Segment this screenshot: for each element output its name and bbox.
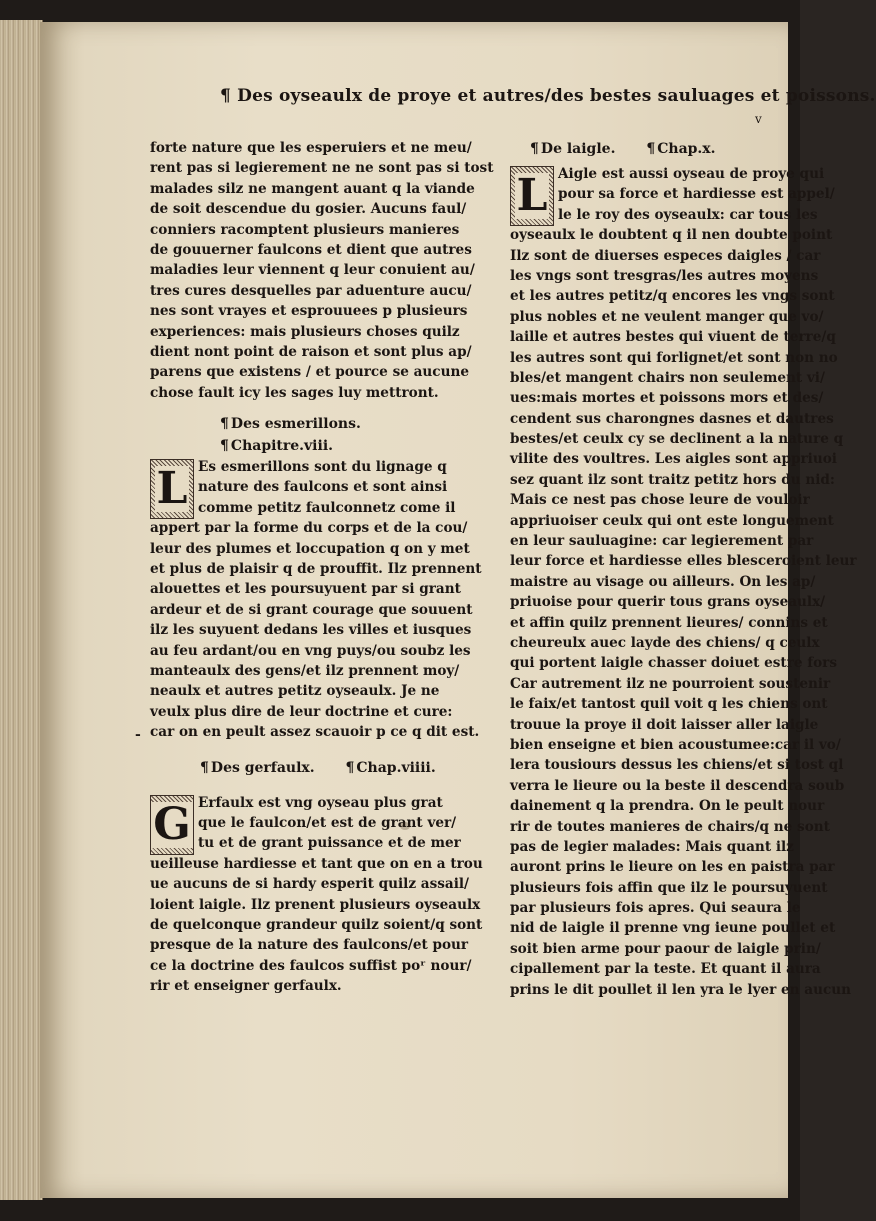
text-line: le le roy des oyseaulx: car tous les — [558, 206, 818, 223]
text-line: dainement q la prendra. On le peult nour — [510, 798, 825, 815]
text-line: ardeur et de si grant courage que souuent — [150, 601, 473, 618]
pilcrow-icon: ¶ — [220, 438, 229, 455]
text-line: cheureulx auec layde des chiens/ q ceulx — [510, 634, 820, 651]
text-line: le faix/et tantost quil voit q les chiens ont — [510, 696, 828, 713]
text-line: Ilz sont de diuerses especes daigles / car — [510, 247, 821, 264]
left-intro-text — [150, 138, 494, 403]
paragraph-lines — [510, 225, 857, 1000]
text-line: malades silz ne mangent auant q la viande — [150, 180, 475, 197]
text-line: ue aucuns de si hardy esperit quilz assail/ — [150, 876, 469, 893]
book-page — [40, 22, 876, 1198]
text-line: cipallement par la teste. Et quant il aura — [510, 961, 821, 978]
text-line: oyseaulx le doubtent q il nen doubte point — [510, 227, 833, 244]
text-line: veulx plus dire de leur doctrine et cure: — [150, 703, 453, 720]
section-heading-gerfaulx: ¶ Des gerfaulx. ¶ Chap.viiii. — [200, 759, 436, 776]
text-line: maladies leur viennent q leur conuient au/ — [150, 262, 475, 279]
text-line: comme petitz faulconnetz come il — [198, 499, 456, 516]
text-line: en leur sauluagine: car legierement par — [510, 533, 814, 550]
text-line: par plusieurs fois apres. Qui seaura le — [510, 900, 801, 917]
text-line: et plus de plaisir q de prouffit. Ilz prennent — [150, 561, 482, 578]
text-line: Es esmerillons sont du lignage q — [198, 459, 447, 476]
text-line: rir et enseigner gerfaulx. — [150, 978, 342, 995]
paragraph-lines — [150, 854, 483, 997]
text-line: nid de laigle il prenne vng ieune poullet et — [510, 920, 836, 937]
text-line: qui portent laigle chasser doiuet estre fors — [510, 655, 837, 672]
text-line: conniers racomptent plusieurs manieres — [150, 221, 460, 238]
paper-smudge — [400, 822, 410, 830]
text-line: verra le lieure ou la beste il descendra soub — [510, 777, 845, 794]
text-line: pour sa force et hardiesse est appel/ — [558, 186, 835, 203]
text-line: ues:mais mortes et poissons mors et des/ — [510, 390, 824, 407]
text-line: sez quant ilz sont traitz petitz hors du nid: — [510, 471, 835, 488]
text-line: trouue la proye il doit laisser aller laigle — [510, 716, 819, 733]
pilcrow-icon: ¶ — [220, 416, 229, 433]
text-line: Erfaulx est vng oyseau plus grat — [198, 794, 443, 811]
decorated-initial: L — [150, 459, 194, 519]
text-line: loient laigle. Ilz prenent plusieurs oyseaulx — [150, 896, 481, 913]
text-line: leur des plumes et loccupation q on y met — [150, 540, 470, 557]
paragraph-lines — [150, 518, 482, 742]
text-line: de soit descendue du gosier. Aucuns faul/ — [150, 201, 467, 218]
text-line: dient nont point de raison et sont plus ap/ — [150, 343, 472, 360]
text-line: maistre au visage ou ailleurs. On les ap/ — [510, 573, 816, 590]
decorated-initial: G — [150, 795, 194, 855]
text-line: presque de la nature des faulcons/et pour — [150, 937, 469, 954]
text-line: et les autres petitz/q encores les vngs sont — [510, 288, 835, 305]
decorated-initial: L — [510, 166, 554, 226]
text-line: bles/et mangent chairs non seulement vi/ — [510, 369, 825, 386]
text-line: nature des faulcons et sont ainsi — [198, 479, 448, 496]
text-line: rent pas si legierement ne ne sont pas si tost — [150, 160, 494, 177]
text-line: cendent sus charongnes dasnes et dautres — [510, 410, 834, 427]
text-line: tu et de grant puissance et de mer — [198, 835, 461, 852]
text-line: de quelconque grandeur quilz soient/q sont — [150, 916, 483, 933]
text-line: et affin quilz prennent lieures/ connins et — [510, 614, 828, 631]
text-line: rir de toutes manieres de chairs/q ne sont — [510, 818, 830, 835]
section-heading-esmerillons: ¶ Des esmerillons. — [220, 416, 361, 433]
text-line: car on en peult assez scauoir p ce q dit est. — [150, 724, 480, 741]
indented-lines — [150, 457, 456, 518]
running-head: ¶ Des oyseaulx de proye et autres/des bestes sauluages et poissons. — [220, 86, 876, 106]
text-line: experiences: mais plusieurs choses quilz — [150, 323, 460, 340]
chapter-label-viii: ¶ Chapitre.viii. — [220, 438, 334, 455]
text-line: au feu ardant/ou en vng puys/ou soubz les — [150, 642, 471, 659]
text-line: neaulx et autres petitz oyseaulx. Je ne — [150, 683, 440, 700]
text-line: nes sont vrayes et esprouuees p plusieurs — [150, 303, 468, 320]
text-line: que le faulcon/et est de grant ver/ — [198, 814, 457, 831]
text-line: alouettes et les poursuyuent par si grant — [150, 581, 461, 598]
text-line: les vngs sont tresgras/les autres moyens — [510, 267, 819, 284]
text-line: plusieurs fois affin que ilz le poursuyuent — [510, 879, 828, 896]
text-line: soit bien arme pour paour de laigle prin/ — [510, 940, 821, 957]
text-line: pas de legier malades: Mais quant ilz — [510, 838, 794, 855]
pilcrow-icon: ¶ — [345, 759, 355, 776]
text-line: chose fault icy les sages luy mettront. — [150, 384, 439, 401]
text-line: parens que existens / et pource se aucune — [150, 364, 469, 381]
pilcrow-icon: ¶ — [646, 141, 656, 157]
text-line: appriuoiser ceulx qui ont este longuement — [510, 512, 834, 529]
esmerillons-paragraph — [150, 457, 482, 742]
text-line: laille et autres bestes qui viuent de terre/q — [510, 329, 836, 346]
right-column — [510, 138, 857, 1000]
marginal-mark: - — [135, 727, 141, 743]
text-line: Mais ce nest pas chose leure de vouloir — [510, 492, 810, 509]
text-line: Car autrement ilz ne pourroient soustenir — [510, 675, 831, 692]
text-line: les autres sont qui forlignet/et sont non no — [510, 349, 838, 366]
text-line: plus nobles et ne veulent manger que vo/ — [510, 308, 824, 325]
page-edges — [0, 20, 43, 1200]
text-line: lera tousiours dessus les chiens/et si tost ql — [510, 757, 844, 774]
text-line: prins le dit poullet il len yra le lyer en aucun — [510, 981, 852, 998]
text-line: auront prins le lieure on les en paistra par — [510, 859, 835, 876]
folio-mark: v — [755, 112, 762, 126]
text-line: manteaulx des gens/et ilz prennent moy/ — [150, 662, 460, 679]
left-column — [150, 138, 494, 996]
section-heading-laigle: ¶ De laigle. ¶ Chap.x. — [530, 141, 716, 157]
laigle-paragraph — [510, 164, 857, 1000]
text-line: de gouuerner faulcons et dient que autres — [150, 241, 472, 258]
text-line: ce la doctrine des faulcos suffist poʳ nour/ — [150, 957, 472, 974]
text-line: Aigle est aussi oyseau de proye qui — [558, 166, 825, 182]
text-line: vilite des voultres. Les aigles sont appriuoi — [510, 451, 837, 468]
indented-lines — [510, 164, 835, 225]
text-line: forte nature que les esperuiers et ne meu/ — [150, 140, 472, 156]
text-line: ueilleuse hardiesse et tant que on en a trou — [150, 855, 483, 872]
text-line: tres cures desquelles par aduenture aucu/ — [150, 282, 472, 299]
text-line: bien enseigne et bien acoustumee:car il vo/ — [510, 736, 841, 753]
text-line: bestes/et ceulx cy se declinent a la nature q — [510, 431, 844, 448]
pilcrow-icon: ¶ — [200, 759, 209, 776]
text-line: ilz les suyuent dedans les villes et iusques — [150, 622, 472, 639]
text-line: priuoise pour querir tous grans oyseaulx/ — [510, 594, 826, 611]
text-line: leur force et hardiesse elles blesceroient leur — [510, 553, 857, 570]
text-line: appert par la forme du corps et de la cou/ — [150, 520, 468, 537]
pilcrow-icon: ¶ — [530, 141, 539, 157]
